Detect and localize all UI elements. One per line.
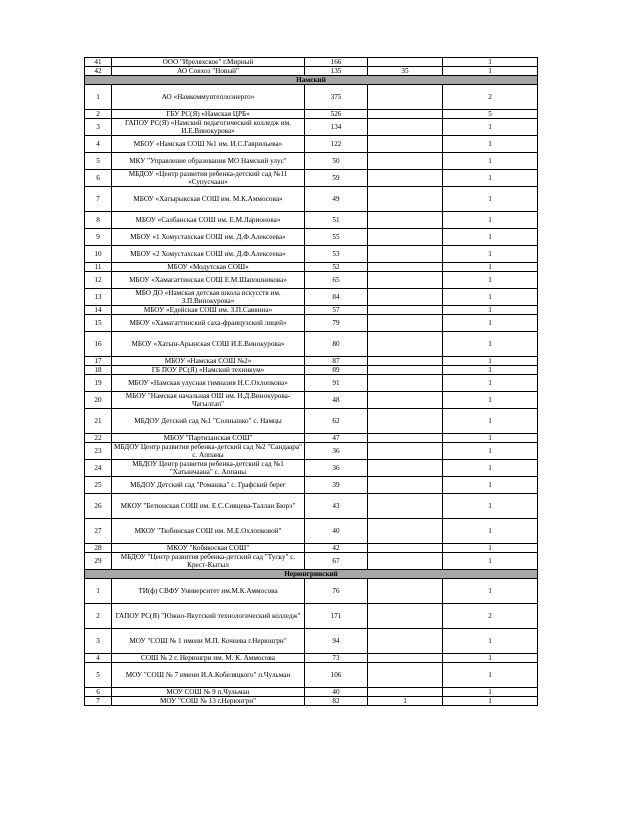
organization-name-cell: ГБ ПОУ РС(Я) «Намский техникум» [112, 366, 305, 375]
organization-name-cell: АО Совхоз "Новый" [112, 67, 305, 76]
quota-cell: 2 [443, 85, 538, 110]
table-row [85, 553, 538, 570]
extra-count-cell [368, 119, 443, 136]
count-cell: 50 [305, 153, 368, 170]
quota-cell: 1 [443, 58, 538, 67]
extra-count-cell [368, 263, 443, 272]
row-number-cell: 22 [85, 434, 112, 443]
row-number-cell: 6 [85, 170, 112, 187]
table-row [85, 272, 538, 289]
quota-cell: 1 [443, 375, 538, 392]
count-cell: 59 [305, 170, 368, 187]
organization-name-cell: МБОУ «Намская улусная гимназия Н.С.Охлопкова» [112, 375, 305, 392]
table-row [85, 229, 538, 246]
count-cell: 57 [305, 306, 368, 315]
table-row [85, 494, 538, 519]
quota-cell: 1 [443, 119, 538, 136]
extra-count-cell [368, 289, 443, 306]
extra-count-cell [368, 85, 443, 110]
quota-cell: 1 [443, 460, 538, 477]
quota-cell: 1 [443, 263, 538, 272]
extra-count-cell [368, 494, 443, 519]
quota-cell: 1 [443, 409, 538, 434]
row-number-cell: 28 [85, 544, 112, 553]
statistics-table [84, 57, 538, 706]
extra-count-cell [368, 654, 443, 663]
extra-count-cell [368, 357, 443, 366]
organization-name-cell: МКОУ "Тюбинская СОШ им. М.Е.Охлопковой" [112, 519, 305, 544]
table-row [85, 443, 538, 460]
organization-name-cell: МКУ "Управление образования МО Намский улус" [112, 153, 305, 170]
organization-name-cell: МБОУ «Модутская СОШ» [112, 263, 305, 272]
extra-count-cell [368, 58, 443, 67]
extra-count-cell [368, 629, 443, 654]
organization-name-cell: ГБУ РС(Я) «Намская ЦРБ» [112, 110, 305, 119]
table-row [85, 579, 538, 604]
count-cell: 166 [305, 58, 368, 67]
count-cell: 43 [305, 494, 368, 519]
organization-name-cell: МБОУ «1 Хомустахская СОШ им. Д.Ф.Алексеева» [112, 229, 305, 246]
count-cell: 79 [305, 315, 368, 332]
organization-name-cell: АО «Намкоммунтеплоэнерго» [112, 85, 305, 110]
extra-count-cell [368, 136, 443, 153]
extra-count-cell [368, 315, 443, 332]
row-number-cell: 42 [85, 67, 112, 76]
quota-cell: 1 [443, 246, 538, 263]
count-cell: 134 [305, 119, 368, 136]
count-cell: 135 [305, 67, 368, 76]
count-cell: 40 [305, 688, 368, 697]
table-row [85, 460, 538, 477]
count-cell: 52 [305, 263, 368, 272]
organization-name-cell: МКОУ "Кобякоская СОШ" [112, 544, 305, 553]
row-number-cell: 6 [85, 688, 112, 697]
quota-cell: 1 [443, 443, 538, 460]
statistics-table-body [85, 58, 538, 706]
quota-cell: 1 [443, 306, 538, 315]
row-number-cell: 25 [85, 477, 112, 494]
table-row [85, 263, 538, 272]
row-number-cell: 2 [85, 604, 112, 629]
row-number-cell: 26 [85, 494, 112, 519]
table-row [85, 332, 538, 357]
count-cell: 49 [305, 187, 368, 212]
row-number-cell: 11 [85, 263, 112, 272]
table-row [85, 289, 538, 306]
quota-cell: 1 [443, 289, 538, 306]
organization-name-cell: МБОУ «Салбанская СОШ им. Е.М.Ларионова» [112, 212, 305, 229]
quota-cell: 1 [443, 332, 538, 357]
organization-name-cell: МБОУ «Намская СОШ №2» [112, 357, 305, 366]
row-number-cell: 19 [85, 375, 112, 392]
organization-name-cell: ТИ(ф) СВФУ Университет им.М.К.Аммосова [112, 579, 305, 604]
quota-cell: 1 [443, 697, 538, 706]
table-row [85, 375, 538, 392]
section-header-row [85, 570, 538, 579]
quota-cell: 1 [443, 688, 538, 697]
row-number-cell: 27 [85, 519, 112, 544]
section-header-row [85, 76, 538, 85]
quota-cell: 1 [443, 272, 538, 289]
table-row [85, 688, 538, 697]
count-cell: 42 [305, 544, 368, 553]
table-row [85, 629, 538, 654]
organization-name-cell: МОУ СОШ № 9 п.Чульман [112, 688, 305, 697]
extra-count-cell [368, 477, 443, 494]
quota-cell: 1 [443, 494, 538, 519]
organization-name-cell: МБДОУ Детский сад №1 "Солнышко" с. Намцы [112, 409, 305, 434]
row-number-cell: 3 [85, 119, 112, 136]
count-cell: 89 [305, 366, 368, 375]
organization-name-cell: МБДОУ «Центр развития ребенка-детский сад №11 «Супусчаан» [112, 170, 305, 187]
table-row [85, 697, 538, 706]
organization-name-cell: МОУ "СОШ № 1 имени М.П. Кочнева г.Нерюнгри" [112, 629, 305, 654]
row-number-cell: 4 [85, 654, 112, 663]
extra-count-cell [368, 170, 443, 187]
organization-name-cell: МБОУ «Хамагаттинская СОШ Е.М.Шапошникова» [112, 272, 305, 289]
count-cell: 55 [305, 229, 368, 246]
extra-count-cell [368, 332, 443, 357]
count-cell: 94 [305, 629, 368, 654]
table-row [85, 85, 538, 110]
extra-count-cell [368, 519, 443, 544]
extra-count-cell: 35 [368, 67, 443, 76]
quota-cell: 1 [443, 629, 538, 654]
extra-count-cell [368, 434, 443, 443]
extra-count-cell [368, 153, 443, 170]
organization-name-cell: МБОУ «2 Хомустахская СОШ им. Д.Ф.Алексеева» [112, 246, 305, 263]
organization-name-cell: ООО "Иреляхское" г.Мирный [112, 58, 305, 67]
quota-cell: 1 [443, 654, 538, 663]
organization-name-cell: МБДОУ Детский сад "Ромашка" с. Графский берег [112, 477, 305, 494]
row-number-cell: 18 [85, 366, 112, 375]
extra-count-cell [368, 110, 443, 119]
count-cell: 65 [305, 272, 368, 289]
extra-count-cell [368, 460, 443, 477]
quota-cell: 1 [443, 136, 538, 153]
table-row [85, 663, 538, 688]
organization-name-cell: МКОУ "Бетюнская СОШ им. Е.С.Сивцева-Таллан Бюрэ" [112, 494, 305, 519]
extra-count-cell [368, 212, 443, 229]
count-cell: 47 [305, 434, 368, 443]
quota-cell: 1 [443, 153, 538, 170]
extra-count-cell [368, 229, 443, 246]
row-number-cell: 1 [85, 579, 112, 604]
extra-count-cell [368, 604, 443, 629]
table-row [85, 306, 538, 315]
extra-count-cell [368, 688, 443, 697]
table-row [85, 477, 538, 494]
quota-cell: 1 [443, 392, 538, 409]
row-number-cell: 7 [85, 187, 112, 212]
count-cell: 526 [305, 110, 368, 119]
table-row [85, 170, 538, 187]
extra-count-cell [368, 306, 443, 315]
extra-count-cell [368, 375, 443, 392]
organization-name-cell: МБОУ «Хамагаттинский саха-французский лицей» [112, 315, 305, 332]
count-cell: 171 [305, 604, 368, 629]
quota-cell: 1 [443, 187, 538, 212]
quota-cell: 1 [443, 67, 538, 76]
count-cell: 122 [305, 136, 368, 153]
organization-name-cell: ГАПОУ РС(Я) «Намский педагогический колледж им. И.Е.Винокурова» [112, 119, 305, 136]
organization-name-cell: МБО ДО «Намская детская школа искусств им. З.П.Винокурова» [112, 289, 305, 306]
organization-name-cell: МБОУ «Намская СОШ №1 им. И.С.Гаврильева» [112, 136, 305, 153]
table-row [85, 212, 538, 229]
table-row [85, 519, 538, 544]
organization-name-cell: МБОУ «Хатырыкская СОШ им. М.К.Аммосова» [112, 187, 305, 212]
count-cell: 87 [305, 357, 368, 366]
row-number-cell: 5 [85, 663, 112, 688]
row-number-cell: 14 [85, 306, 112, 315]
quota-cell: 1 [443, 315, 538, 332]
count-cell: 62 [305, 409, 368, 434]
count-cell: 106 [305, 663, 368, 688]
extra-count-cell: 1 [368, 697, 443, 706]
count-cell: 76 [305, 579, 368, 604]
table-row [85, 110, 538, 119]
table-row [85, 392, 538, 409]
extra-count-cell [368, 663, 443, 688]
count-cell: 36 [305, 460, 368, 477]
extra-count-cell [368, 443, 443, 460]
row-number-cell: 8 [85, 212, 112, 229]
count-cell: 48 [305, 392, 368, 409]
table-row [85, 434, 538, 443]
organization-name-cell: МБДОУ Центр развития ребенка-детский сад №1 "Хатынчаана" с. Аппаны [112, 460, 305, 477]
row-number-cell: 4 [85, 136, 112, 153]
count-cell: 80 [305, 332, 368, 357]
row-number-cell: 16 [85, 332, 112, 357]
row-number-cell: 12 [85, 272, 112, 289]
table-row [85, 246, 538, 263]
section-title: Нерюнгринский [85, 570, 538, 579]
extra-count-cell [368, 409, 443, 434]
row-number-cell: 5 [85, 153, 112, 170]
count-cell: 39 [305, 477, 368, 494]
organization-name-cell: ГАПОУ РС(Я) "Южно-Якутский технологический колледж" [112, 604, 305, 629]
quota-cell: 1 [443, 170, 538, 187]
organization-name-cell: СОШ № 2 г. Нерюнгри им. М. К. Аммосова [112, 654, 305, 663]
table-row [85, 136, 538, 153]
quota-cell: 1 [443, 357, 538, 366]
row-number-cell: 23 [85, 443, 112, 460]
table-row [85, 544, 538, 553]
count-cell: 84 [305, 289, 368, 306]
organization-name-cell: МОУ "СОШ № 13 г.Нерюнгри" [112, 697, 305, 706]
quota-cell: 1 [443, 434, 538, 443]
row-number-cell: 20 [85, 392, 112, 409]
extra-count-cell [368, 366, 443, 375]
quota-cell: 2 [443, 604, 538, 629]
table-row [85, 604, 538, 629]
organization-name-cell: МБОУ «Хатын-Арынская СОШ И.Е.Винокурова» [112, 332, 305, 357]
table-row [85, 58, 538, 67]
table-row [85, 67, 538, 76]
quota-cell: 1 [443, 366, 538, 375]
organization-name-cell: МБДОУ Центр развития ребенка-детский сад №2 "Сандаара" с. Аппаны [112, 443, 305, 460]
extra-count-cell [368, 579, 443, 604]
quota-cell: 1 [443, 579, 538, 604]
quota-cell: 1 [443, 477, 538, 494]
table-row [85, 357, 538, 366]
row-number-cell: 17 [85, 357, 112, 366]
count-cell: 375 [305, 85, 368, 110]
count-cell: 82 [305, 697, 368, 706]
quota-cell: 1 [443, 663, 538, 688]
row-number-cell: 10 [85, 246, 112, 263]
row-number-cell: 24 [85, 460, 112, 477]
table-row [85, 654, 538, 663]
section-title: Намский [85, 76, 538, 85]
row-number-cell: 1 [85, 85, 112, 110]
count-cell: 73 [305, 654, 368, 663]
count-cell: 36 [305, 443, 368, 460]
row-number-cell: 13 [85, 289, 112, 306]
extra-count-cell [368, 246, 443, 263]
table-row [85, 366, 538, 375]
quota-cell: 1 [443, 229, 538, 246]
table-row [85, 315, 538, 332]
count-cell: 67 [305, 553, 368, 570]
row-number-cell: 29 [85, 553, 112, 570]
quota-cell: 1 [443, 519, 538, 544]
quota-cell: 1 [443, 212, 538, 229]
row-number-cell: 9 [85, 229, 112, 246]
table-row [85, 187, 538, 212]
extra-count-cell [368, 553, 443, 570]
quota-cell: 5 [443, 110, 538, 119]
extra-count-cell [368, 272, 443, 289]
count-cell: 91 [305, 375, 368, 392]
count-cell: 51 [305, 212, 368, 229]
row-number-cell: 15 [85, 315, 112, 332]
table-row [85, 409, 538, 434]
quota-cell: 1 [443, 553, 538, 570]
organization-name-cell: МОУ "СОШ № 7 имени И.А.Кобеляцкого" п.Чульман [112, 663, 305, 688]
row-number-cell: 41 [85, 58, 112, 67]
organization-name-cell: МБОУ "Партизанская СОШ" [112, 434, 305, 443]
table-row [85, 153, 538, 170]
organization-name-cell: МБОУ «Едейская СОШ им. З.П.Саввина» [112, 306, 305, 315]
quota-cell: 1 [443, 544, 538, 553]
extra-count-cell [368, 392, 443, 409]
count-cell: 40 [305, 519, 368, 544]
row-number-cell: 3 [85, 629, 112, 654]
organization-name-cell: МБОУ "Намская начальная ОШ им. Н.Д.Винокурова-Чагылгап" [112, 392, 305, 409]
extra-count-cell [368, 544, 443, 553]
row-number-cell: 2 [85, 110, 112, 119]
count-cell: 53 [305, 246, 368, 263]
row-number-cell: 21 [85, 409, 112, 434]
organization-name-cell: МБДОУ "Центр развития ребенка-детский сад "Туску" с. Крест-Кытыл [112, 553, 305, 570]
extra-count-cell [368, 187, 443, 212]
row-number-cell: 7 [85, 697, 112, 706]
table-row [85, 119, 538, 136]
